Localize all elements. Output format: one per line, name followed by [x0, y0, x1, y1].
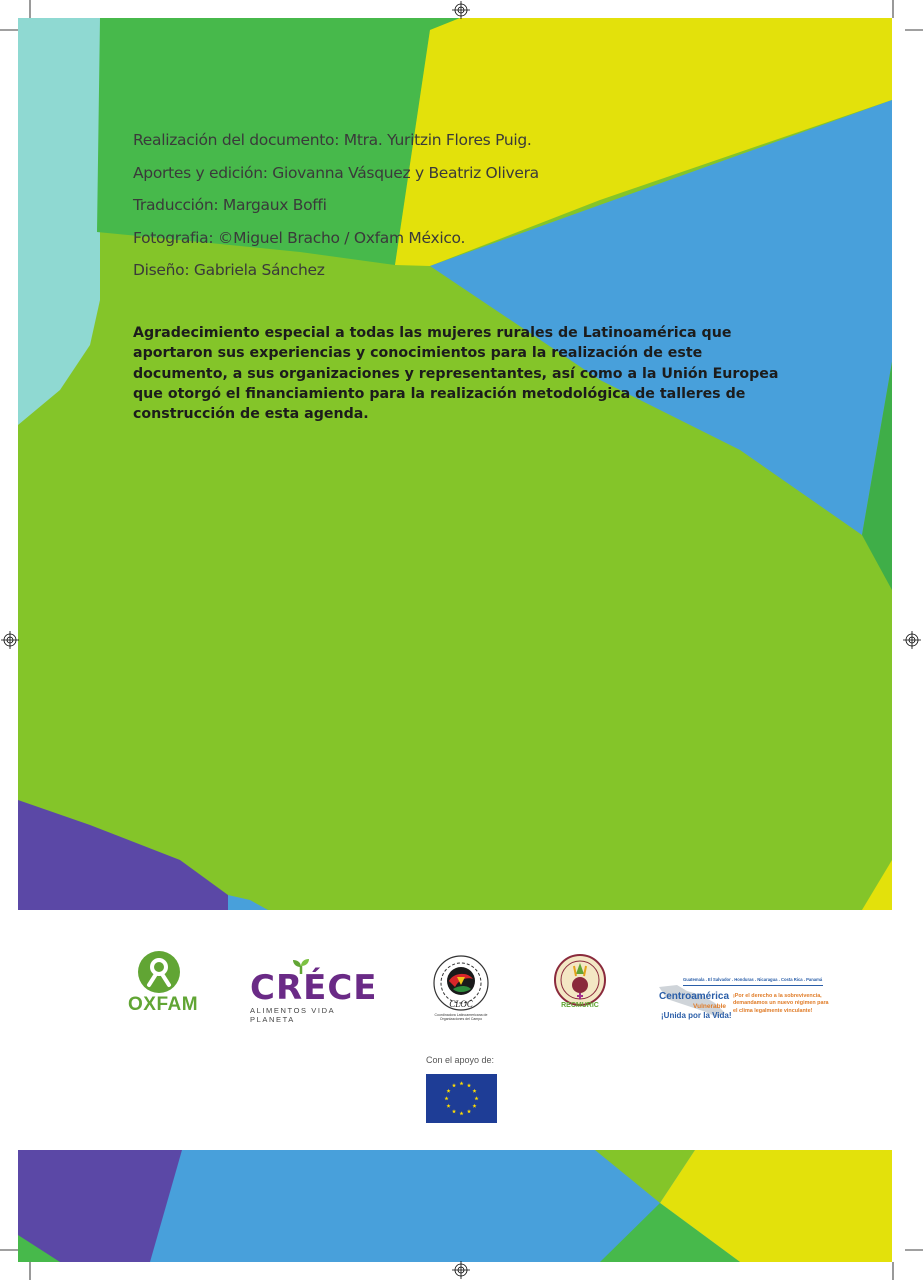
- credit-realizacion: Realización del documento: Mtra. Yuritzin Flores Puig.: [133, 131, 532, 149]
- support-label: Con el apoyo de:: [426, 1055, 495, 1065]
- eu-flag-icon: [426, 1074, 497, 1123]
- centroamerica-slogan: [733, 993, 829, 1015]
- acknowledgement-paragraph: Agradecimiento especial a todas las mujeres rurales de Latinoamérica que aportaron sus experiencias y conocimientos para la realización de este documento, a sus organizaciones y representantes, así como a la Unión Europea que otorgó el financiamiento para la realización metodológica de talleres de construcción de esta agenda.: [133, 325, 779, 423]
- oxfam-wordmark: OXFAM: [128, 994, 199, 1015]
- centroamerica-sub1: Vulnerable: [693, 1003, 726, 1010]
- centroamerica-title: Centroamérica: [659, 991, 730, 1002]
- crece-wordmark: CRÉCE: [250, 968, 378, 1008]
- centroamerica-logo: [657, 975, 829, 1025]
- centroamerica-slogan-3: el clima legalmente vinculante!: [733, 1007, 813, 1014]
- centroamerica-sub2: ¡Unida por la Vida!: [661, 1011, 732, 1020]
- centroamerica-slogan-1: ¡Por el derecho a la sobrevivencia,: [733, 993, 822, 999]
- credit-aportes: Aportes y edición: Giovanna Vásquez y Beatriz Olivera: [133, 163, 539, 182]
- sprout-icon: [291, 958, 311, 974]
- centroamerica-slogan-2: demandamos un nuevo régimen para: [733, 1000, 829, 1007]
- oxfam-logo: [128, 950, 199, 1016]
- credit-traduccion: Traducción: Margaux Boffi: [133, 196, 327, 214]
- cloc-label: CLOC: [449, 999, 473, 1009]
- credits-block: [133, 128, 593, 291]
- oxfam-icon: [137, 950, 181, 994]
- cloc-logo: [428, 955, 494, 1021]
- credit-fotografia: Fotografia: ©Miguel Bracho / Oxfam México.: [133, 228, 466, 247]
- recmuric-logo: [551, 954, 609, 1009]
- centroamerica-countries: Guatemala . El Salvador . Honduras . Nicaragua . Costa Rica . Panamá: [683, 977, 823, 982]
- crece-logo: [250, 968, 378, 1024]
- cloc-caption: Coordinadora Latinoamericana de Organizaciones del Campo: [434, 1013, 488, 1021]
- crece-tagline: ALIMENTOS VIDA PLANETA: [250, 1006, 335, 1024]
- cloc-emblem: [431, 955, 491, 1013]
- recmuric-wordmark: RECMURIC: [561, 1002, 599, 1009]
- credit-diseno: Diseño: Gabriela Sánchez: [133, 261, 325, 279]
